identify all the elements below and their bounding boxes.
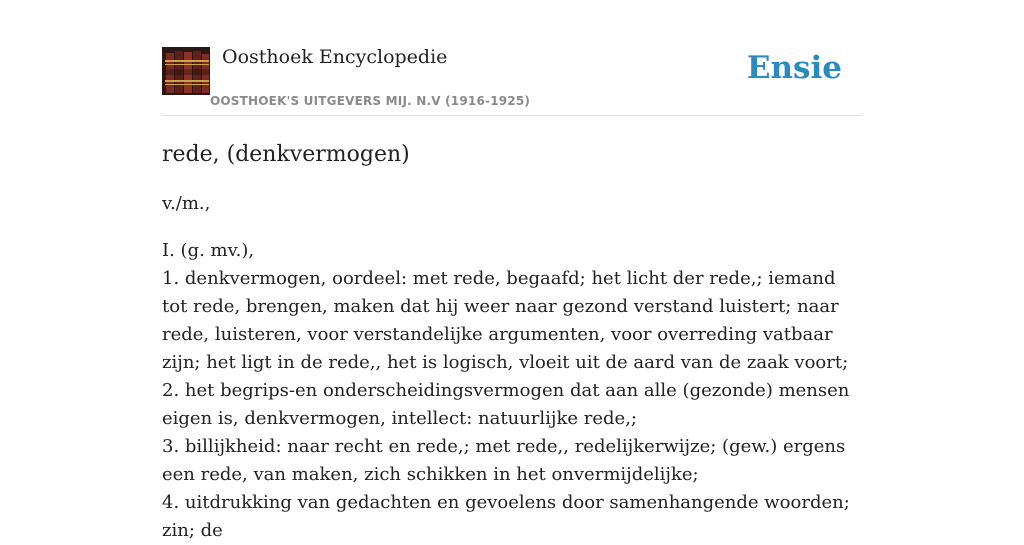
- entry-definition: [162, 237, 862, 545]
- entry-content: [162, 140, 862, 545]
- publisher-subtitle: OOSTHOEK'S UITGEVERS MIJ. N.V (1916-1925): [210, 94, 531, 108]
- definition-line: 2. het begrips-en onderscheidingsvermogen dat aan alle (gezonde) mensen eigen is, denkvermogen, intellect: natuurlijke rede,;: [162, 380, 850, 429]
- definition-line: 3. billijkheid: naar recht en rede,; met rede,, redelijkerwijze; (gew.) ergens een rede, van maken, zich schikken in het onvermijdelijke;: [162, 436, 846, 485]
- definition-line: I. (g. mv.),: [162, 240, 255, 261]
- definition-line: 1. denkvermogen, oordeel: met rede, begaafd; het licht der rede,; iemand tot rede, brengen, maken dat hij weer naar gezond verstand luistert; naar rede, luisteren, voor verstandelijke argumenten, voor overreding vatbaar zijn; het ligt in de rede,, het is logisch, vloeit uit de aard van de zaak voort;: [162, 268, 849, 373]
- entry-headword: rede, (denkvermogen): [162, 142, 410, 167]
- encyclopedia-books-icon[interactable]: [162, 47, 210, 95]
- ensie-logo[interactable]: Ensie: [746, 50, 842, 86]
- site-header: [162, 0, 862, 116]
- site-title[interactable]: Oosthoek Encyclopedie: [222, 46, 448, 68]
- definition-line: 4. uitdrukking van gedachten en gevoelens door samenhangende woorden; zin; de: [162, 492, 850, 541]
- entry-grammar: v./m.,: [162, 193, 211, 214]
